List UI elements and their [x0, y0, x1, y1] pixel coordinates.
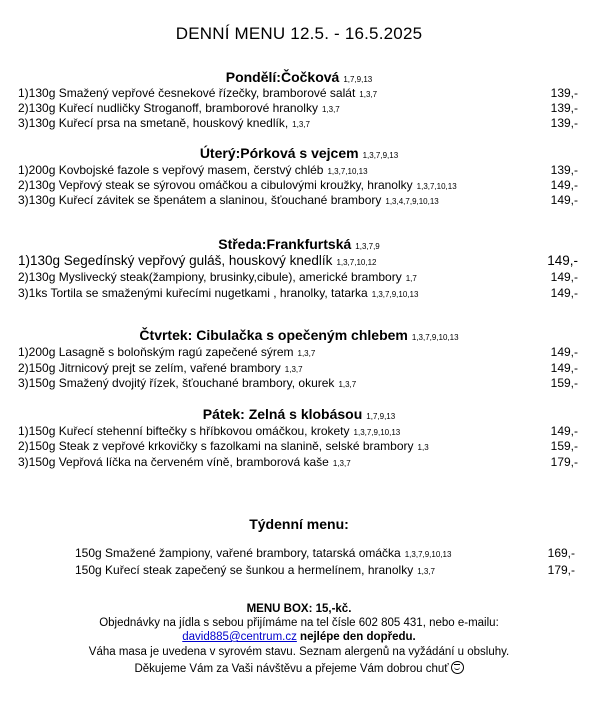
- item-allergens: 1,3,7,10,12: [336, 258, 377, 267]
- item-allergens: 1,3,7: [417, 567, 435, 576]
- day-heading-allergens: 1,3,7,9,13: [362, 151, 399, 160]
- item-price: 149,-: [550, 178, 578, 192]
- item-text: 1)150g Kuřecí stehenní biftečky s hříbkovou omáčkou, krokety: [18, 424, 350, 438]
- menu-item: [18, 101, 578, 117]
- weekly-item: [75, 546, 575, 562]
- item-price: 169,-: [547, 546, 575, 560]
- day-heading-monday: [0, 69, 598, 85]
- item-text: 2)150g Jitrnicový prejt se zelím, vařené brambory: [18, 361, 281, 375]
- item-allergens: 1,3,7,9,10,13: [404, 550, 452, 559]
- item-price: 179,-: [547, 563, 575, 577]
- item-text: 3)150g Smažený dvojitý řízek, šťouchané brambory, okurek: [18, 376, 335, 390]
- item-text: 150g Kuřecí steak zapečený se šunkou a hermelínem, hranolky: [75, 563, 414, 577]
- item-text: 1)200g Lasagně s boloňským ragú zapečené sýrem: [18, 345, 294, 359]
- menu-item: [18, 86, 578, 102]
- menu-item: [18, 439, 578, 455]
- item-allergens: 1,7: [405, 274, 417, 283]
- email-link[interactable]: david885@centrum.cz: [182, 631, 297, 643]
- item-price: 149,-: [550, 424, 578, 438]
- order-info: Objednávky na jídla s sebou přijímáme na tel čísle 602 805 431, nebo e-mailu:: [99, 617, 499, 629]
- menu-item: [18, 345, 578, 361]
- menu-item: [18, 270, 578, 286]
- item-allergens: 1,3,7: [292, 120, 310, 129]
- menu-item: [18, 455, 578, 471]
- item-text: 1)130g Segedínský vepřový guláš, houskový knedlík: [18, 253, 333, 268]
- day-heading-text: Čtvrtek: Cibulačka s opečeným chlebem: [139, 327, 408, 343]
- item-price: 149,-: [550, 193, 578, 207]
- item-allergens: 1,3,7: [297, 349, 316, 358]
- item-allergens: 1,3,7,10,13: [416, 182, 457, 191]
- item-price: 139,-: [550, 163, 578, 177]
- item-price: 159,-: [550, 439, 578, 453]
- item-text: 1)200g Kovbojské fazole s vepřový masem, čerstvý chléb: [18, 163, 324, 177]
- day-heading-tuesday: [0, 145, 598, 161]
- item-allergens: 1,3,7: [338, 380, 357, 389]
- menu-item: [18, 253, 578, 269]
- item-price: 149,-: [550, 270, 578, 284]
- item-allergens: 1,3,7: [321, 105, 340, 114]
- item-price: 139,-: [550, 116, 578, 130]
- thanks-text: Děkujeme Vám za Vaši návštěvu a přejeme Vám dobrou chuť: [134, 663, 449, 675]
- thanks-line: [0, 661, 598, 675]
- weekly-item: [75, 563, 575, 579]
- item-text: 150g Smažené žampiony, vařené brambory, tatarská omáčka: [75, 546, 401, 560]
- item-text: 3)1ks Tortila se smaženými kuřecími nugetkami , hranolky, tatarka: [18, 286, 368, 300]
- day-heading-text: Pondělí:Čočková: [225, 69, 340, 85]
- page-title: DENNÍ MENU 12.5. - 16.5.2025: [175, 24, 423, 43]
- menu-item: [18, 376, 578, 392]
- allergen-note: Váha masa je uvedena v syrovém stavu. Seznam alergenů na vyžádání u obsluhy.: [88, 646, 510, 658]
- item-allergens: 1,3,7,9,10,13: [371, 290, 419, 299]
- weekly-menu-heading: Týdenní menu:: [249, 516, 349, 532]
- menu-item: [18, 163, 578, 179]
- menu-item: [18, 286, 578, 302]
- item-allergens: 1,3,7,10,13: [327, 167, 368, 176]
- day-heading-allergens: 1,3,7,9: [355, 242, 380, 251]
- item-text: 2)130g Kuřecí nudličky Stroganoff, bramborové hranolky: [18, 101, 318, 115]
- item-text: 3)130g Kuřecí závitek se špenátem a slaninou, šťouchané brambory: [18, 193, 382, 207]
- item-text: 2)150g Steak z vepřové krkovičky s fazolkami na slanině, selské brambory: [18, 439, 414, 453]
- day-heading-allergens: 1,7,9,13: [343, 75, 373, 84]
- day-heading-friday: [0, 406, 598, 422]
- item-text: 3)150g Vepřová líčka na červeném víně, bramborová kaše: [18, 455, 329, 469]
- day-heading-wednesday: [0, 236, 598, 252]
- smiley-face-icon: [451, 661, 464, 674]
- menu-item: [18, 361, 578, 377]
- item-price: 149,-: [550, 286, 578, 300]
- item-price: 139,-: [550, 86, 578, 100]
- item-allergens: 1,3,7: [359, 90, 378, 99]
- item-price: 149,-: [550, 361, 578, 375]
- item-price: 149,-: [550, 345, 578, 359]
- menu-box-price: MENU BOX: 15,-kč.: [246, 603, 352, 615]
- item-price: 149,-: [547, 253, 578, 268]
- menu-item: [18, 193, 578, 209]
- day-heading-text: Úterý:Pórková s vejcem: [199, 145, 359, 161]
- email-suffix: nejlépe den dopředu.: [296, 631, 416, 643]
- item-allergens: 1,3,4,7,9,10,13: [385, 197, 439, 206]
- day-heading-allergens: 1,3,7,9,10,13: [411, 333, 459, 342]
- item-text: 2)130g Vepřový steak se sýrovou omáčkou a cibulovými kroužky, hranolky: [18, 178, 413, 192]
- item-text: 3)130g Kuřecí prsa na smetaně, houskový knedlík,: [18, 116, 289, 130]
- item-text: 1)130g Smažený vepřové česnekové řízečky, bramborové salát: [18, 86, 356, 100]
- item-allergens: 1,3,7: [284, 365, 303, 374]
- item-price: 159,-: [550, 376, 578, 390]
- email-line: [0, 631, 598, 643]
- day-heading-text: Pátek: Zelná s klobásou: [202, 406, 363, 422]
- menu-item: [18, 178, 578, 194]
- item-allergens: 1,3,7,9,10,13: [353, 428, 401, 437]
- day-heading-allergens: 1,7,9,13: [366, 412, 396, 421]
- menu-item: [18, 424, 578, 440]
- item-text: 2)130g Myslivecký steak(žampiony, brusinky,cibule), americké brambory: [18, 270, 402, 284]
- day-heading-thursday: [0, 327, 598, 343]
- day-heading-text: Středa:Frankfurtská: [218, 236, 352, 252]
- item-price: 179,-: [550, 455, 578, 469]
- item-price: 139,-: [550, 101, 578, 115]
- item-allergens: 1,3: [417, 443, 429, 452]
- menu-item: [18, 116, 578, 132]
- item-allergens: 1,3,7: [332, 459, 351, 468]
